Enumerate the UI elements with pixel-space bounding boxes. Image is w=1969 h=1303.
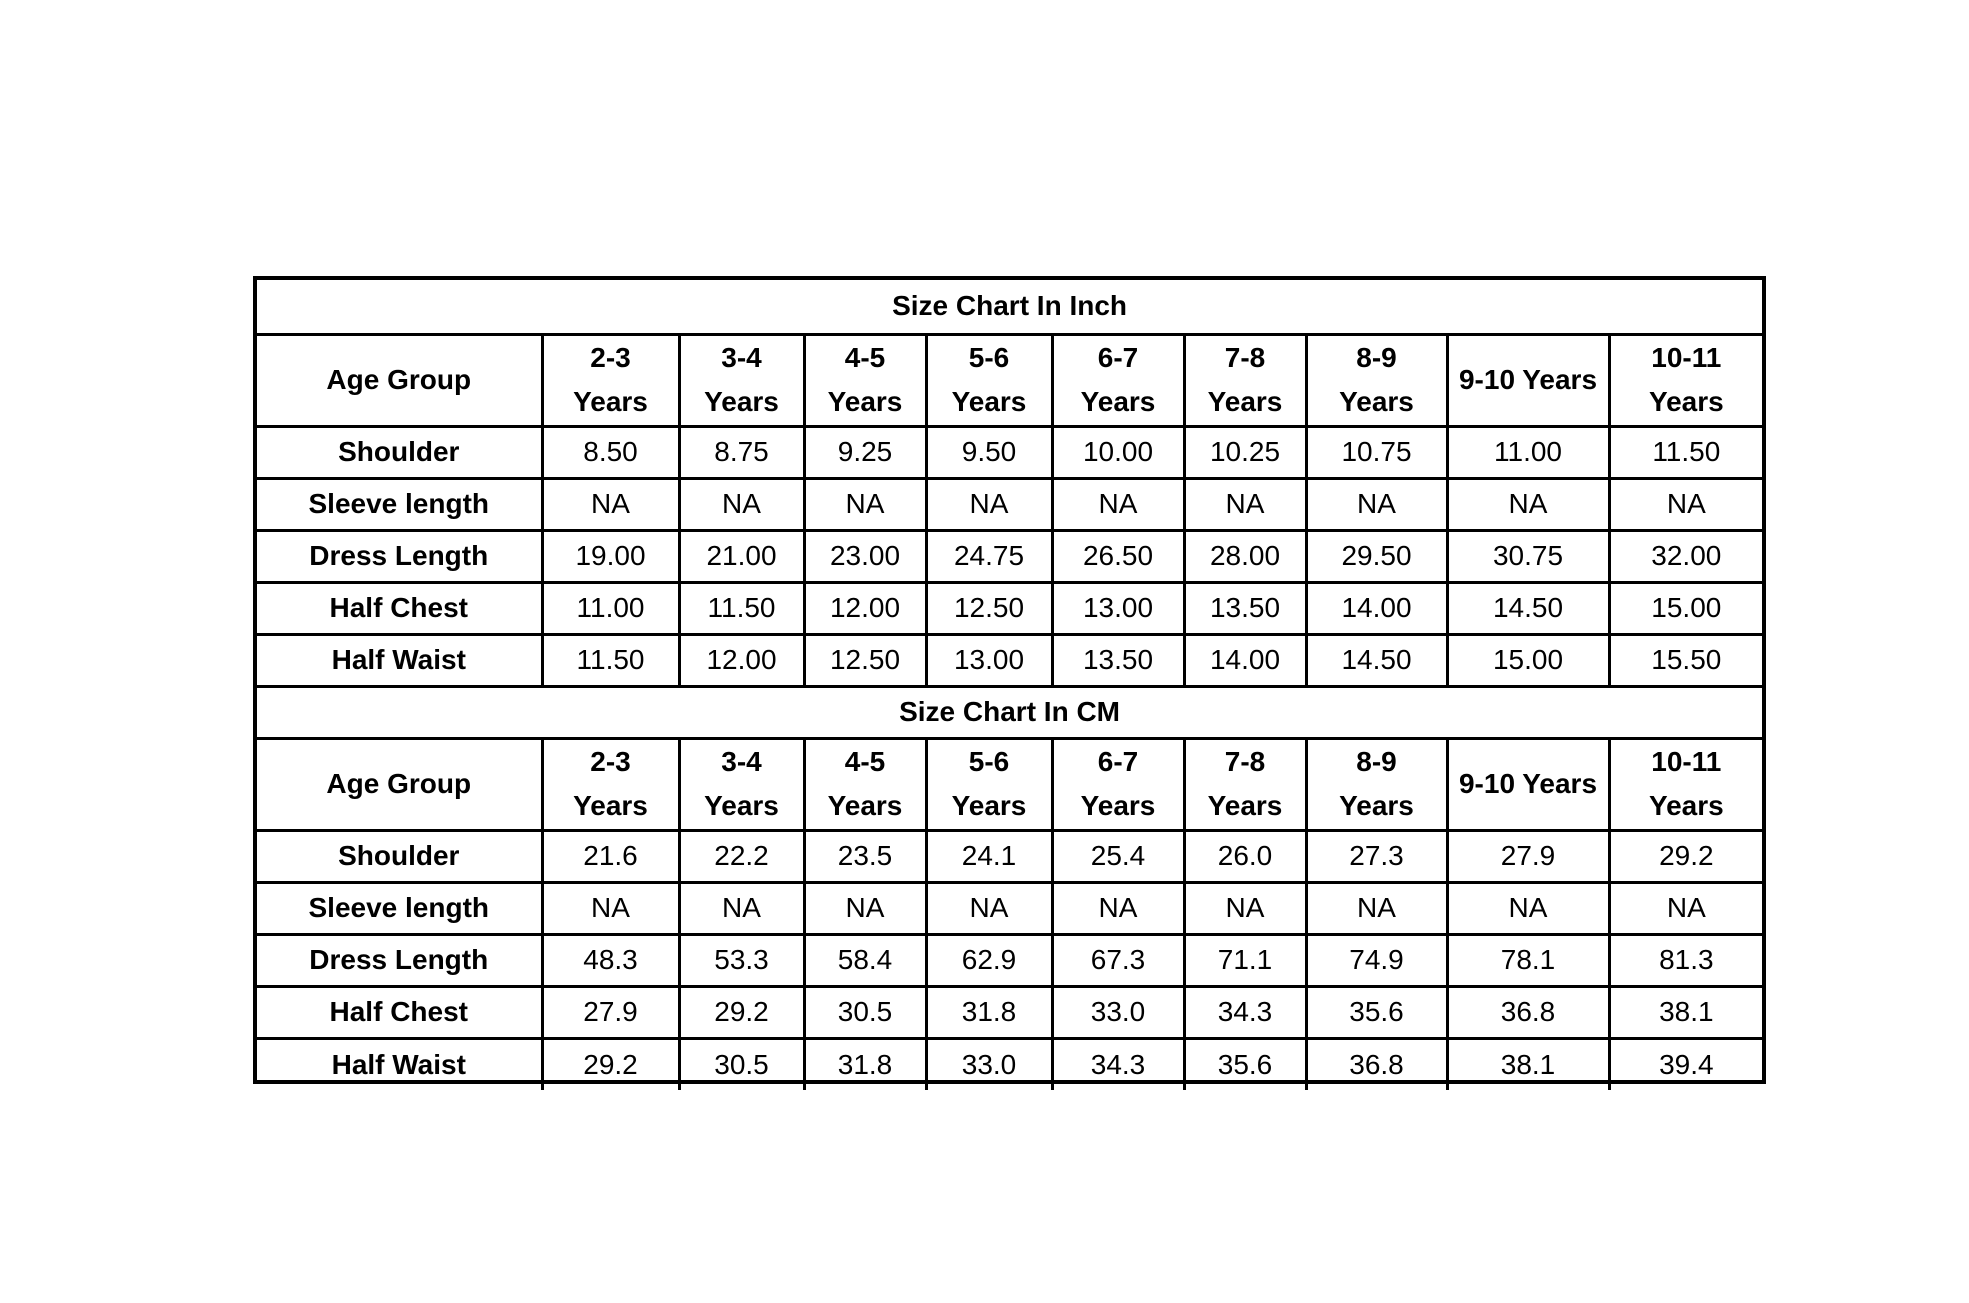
table-row (257, 986, 1762, 1038)
measurement-value: 53.3 (679, 934, 804, 986)
age-group-text: 10-11 (1651, 746, 1722, 777)
age-group-text: Years (951, 790, 1027, 821)
measurement-value: 10.75 (1306, 426, 1447, 478)
age-group-header (1052, 738, 1184, 830)
measurement-value: 81.3 (1609, 934, 1762, 986)
age-group-header (804, 738, 926, 830)
measurement-value: 15.00 (1447, 634, 1609, 686)
measurement-value: 38.1 (1447, 1038, 1609, 1090)
measurement-value: 19.00 (542, 530, 679, 582)
age-group-text: 2-3 (590, 342, 631, 373)
measurement-value: 23.5 (804, 830, 926, 882)
measurement-value: 38.1 (1609, 986, 1762, 1038)
size-chart-table (257, 280, 1762, 1090)
age-group-text: 2-3 (590, 746, 631, 777)
measurement-value: 33.0 (926, 1038, 1052, 1090)
age-group-text: Years (1339, 386, 1414, 417)
measurement-value: 78.1 (1447, 934, 1609, 986)
age-group-text: 6-7 (1097, 342, 1139, 373)
size-chart (253, 276, 1766, 1084)
measurement-value: 14.00 (1306, 582, 1447, 634)
measurement-value: 48.3 (542, 934, 679, 986)
age-group-header (926, 334, 1052, 426)
measurement-value: 10.25 (1184, 426, 1306, 478)
measurement-value: NA (1609, 882, 1762, 934)
measurement-value: 21.6 (542, 830, 679, 882)
measurement-label: Dress Length (257, 530, 542, 582)
measurement-value: NA (1306, 882, 1447, 934)
measurement-value: 12.00 (804, 582, 926, 634)
age-group-text: 9-10 Years (1458, 768, 1598, 799)
table-row (257, 882, 1762, 934)
measurement-value: NA (542, 478, 679, 530)
measurement-value: 31.8 (926, 986, 1052, 1038)
measurement-value: NA (679, 882, 804, 934)
table-title-row (257, 686, 1762, 738)
measurement-value: 36.8 (1447, 986, 1609, 1038)
age-group-text: Years (1080, 790, 1156, 821)
measurement-label: Half Chest (257, 582, 542, 634)
age-group-text: 8-9 (1356, 746, 1397, 777)
measurement-value: 9.25 (804, 426, 926, 478)
age-group-text: Years (951, 386, 1027, 417)
measurement-value: 11.50 (1609, 426, 1762, 478)
age-group-text: 5-6 (968, 746, 1010, 777)
measurement-value: 28.00 (1184, 530, 1306, 582)
measurement-value: NA (1306, 478, 1447, 530)
age-group-text: 3-4 (721, 746, 762, 777)
measurement-value: 36.8 (1306, 1038, 1447, 1090)
measurement-value: NA (1052, 478, 1184, 530)
measurement-value: NA (542, 882, 679, 934)
age-group-text: 6-7 (1097, 746, 1139, 777)
measurement-value: 15.00 (1609, 582, 1762, 634)
age-group-header (1052, 334, 1184, 426)
age-group-header (679, 738, 804, 830)
measurement-value: 13.00 (1052, 582, 1184, 634)
measurement-label: Shoulder (257, 830, 542, 882)
age-group-header (1609, 334, 1762, 426)
measurement-value: NA (679, 478, 804, 530)
measurement-value: 62.9 (926, 934, 1052, 986)
age-group-header (542, 738, 679, 830)
age-group-header (1306, 334, 1447, 426)
measurement-value: NA (926, 478, 1052, 530)
measurement-label: Half Chest (257, 986, 542, 1038)
measurement-label: Half Waist (257, 1038, 542, 1090)
measurement-value: 30.5 (804, 986, 926, 1038)
measurement-value: 14.50 (1306, 634, 1447, 686)
measurement-value: 35.6 (1306, 986, 1447, 1038)
measurement-value: 11.00 (1447, 426, 1609, 478)
measurement-value: 30.5 (679, 1038, 804, 1090)
age-group-label: Age Group (257, 738, 542, 830)
table-row (257, 634, 1762, 686)
age-group-text: 9-10 Years (1458, 364, 1598, 395)
table-title: Size Chart In CM (257, 686, 1762, 738)
age-group-text: Years (827, 790, 903, 821)
measurement-value: 26.50 (1052, 530, 1184, 582)
measurement-value: NA (804, 882, 926, 934)
measurement-value: 35.6 (1184, 1038, 1306, 1090)
measurement-value: 10.00 (1052, 426, 1184, 478)
measurement-value: 12.00 (679, 634, 804, 686)
measurement-value: 27.9 (1447, 830, 1609, 882)
measurement-label: Dress Length (257, 934, 542, 986)
age-group-text: Years (573, 790, 648, 821)
age-group-header-row (257, 738, 1762, 830)
age-group-header-row (257, 334, 1762, 426)
age-group-text: Years (704, 790, 779, 821)
age-group-text: Years (827, 386, 903, 417)
measurement-value: 9.50 (926, 426, 1052, 478)
measurement-value: NA (1184, 882, 1306, 934)
measurement-value: 11.50 (542, 634, 679, 686)
measurement-value: 33.0 (1052, 986, 1184, 1038)
measurement-value: 22.2 (679, 830, 804, 882)
measurement-value: 21.00 (679, 530, 804, 582)
measurement-value: NA (1609, 478, 1762, 530)
table-row (257, 830, 1762, 882)
measurement-value: 11.50 (679, 582, 804, 634)
age-group-text: Years (573, 386, 648, 417)
measurement-value: 14.00 (1184, 634, 1306, 686)
measurement-value: 27.3 (1306, 830, 1447, 882)
table-row (257, 426, 1762, 478)
measurement-value: 8.75 (679, 426, 804, 478)
measurement-value: 58.4 (804, 934, 926, 986)
measurement-value: NA (804, 478, 926, 530)
measurement-value: 32.00 (1609, 530, 1762, 582)
age-group-text: Years (1207, 790, 1283, 821)
age-group-header (1609, 738, 1762, 830)
age-group-text: Years (1339, 790, 1414, 821)
measurement-value: 26.0 (1184, 830, 1306, 882)
age-group-text: Years (1648, 386, 1724, 417)
table-row (257, 478, 1762, 530)
measurement-value: 13.50 (1052, 634, 1184, 686)
age-group-header (1184, 738, 1306, 830)
measurement-value: 23.00 (804, 530, 926, 582)
measurement-value: 25.4 (1052, 830, 1184, 882)
age-group-header (926, 738, 1052, 830)
measurement-value: 15.50 (1609, 634, 1762, 686)
measurement-value: 29.50 (1306, 530, 1447, 582)
measurement-value: NA (926, 882, 1052, 934)
measurement-value: 29.2 (542, 1038, 679, 1090)
measurement-value: 31.8 (804, 1038, 926, 1090)
age-group-text: 8-9 (1356, 342, 1397, 373)
measurement-value: 13.00 (926, 634, 1052, 686)
measurement-value: 8.50 (542, 426, 679, 478)
measurement-value: 34.3 (1184, 986, 1306, 1038)
measurement-value: 29.2 (679, 986, 804, 1038)
measurement-label: Sleeve length (257, 882, 542, 934)
measurement-value: 24.1 (926, 830, 1052, 882)
measurement-value: 67.3 (1052, 934, 1184, 986)
measurement-value: NA (1447, 478, 1609, 530)
table-row (257, 934, 1762, 986)
measurement-label: Sleeve length (257, 478, 542, 530)
age-group-label: Age Group (257, 334, 542, 426)
table-row (257, 582, 1762, 634)
age-group-text: 10-11 (1651, 342, 1722, 373)
age-group-header (1447, 738, 1609, 830)
age-group-header (1184, 334, 1306, 426)
age-group-text: Years (1648, 790, 1724, 821)
age-group-text: 4-5 (844, 342, 886, 373)
age-group-text: 3-4 (721, 342, 762, 373)
measurement-value: 24.75 (926, 530, 1052, 582)
age-group-header (804, 334, 926, 426)
age-group-header (542, 334, 679, 426)
table-title: Size Chart In Inch (257, 280, 1762, 334)
measurement-value: NA (1184, 478, 1306, 530)
measurement-value: 12.50 (926, 582, 1052, 634)
measurement-value: 39.4 (1609, 1038, 1762, 1090)
measurement-value: NA (1447, 882, 1609, 934)
age-group-text: Years (1080, 386, 1156, 417)
measurement-value: 29.2 (1609, 830, 1762, 882)
age-group-text: Years (1207, 386, 1283, 417)
age-group-header (1447, 334, 1609, 426)
age-group-text: 7-8 (1224, 342, 1266, 373)
measurement-value: 27.9 (542, 986, 679, 1038)
measurement-value: NA (1052, 882, 1184, 934)
table-title-row (257, 280, 1762, 334)
measurement-label: Half Waist (257, 634, 542, 686)
measurement-value: 30.75 (1447, 530, 1609, 582)
measurement-value: 11.00 (542, 582, 679, 634)
measurement-value: 14.50 (1447, 582, 1609, 634)
measurement-value: 74.9 (1306, 934, 1447, 986)
age-group-text: 7-8 (1224, 746, 1266, 777)
table-row (257, 530, 1762, 582)
measurement-value: 71.1 (1184, 934, 1306, 986)
age-group-text: 4-5 (844, 746, 886, 777)
age-group-text: Years (704, 386, 779, 417)
measurement-value: 12.50 (804, 634, 926, 686)
measurement-label: Shoulder (257, 426, 542, 478)
age-group-text: 5-6 (968, 342, 1010, 373)
table-row (257, 1038, 1762, 1090)
measurement-value: 34.3 (1052, 1038, 1184, 1090)
age-group-header (1306, 738, 1447, 830)
measurement-value: 13.50 (1184, 582, 1306, 634)
age-group-header (679, 334, 804, 426)
